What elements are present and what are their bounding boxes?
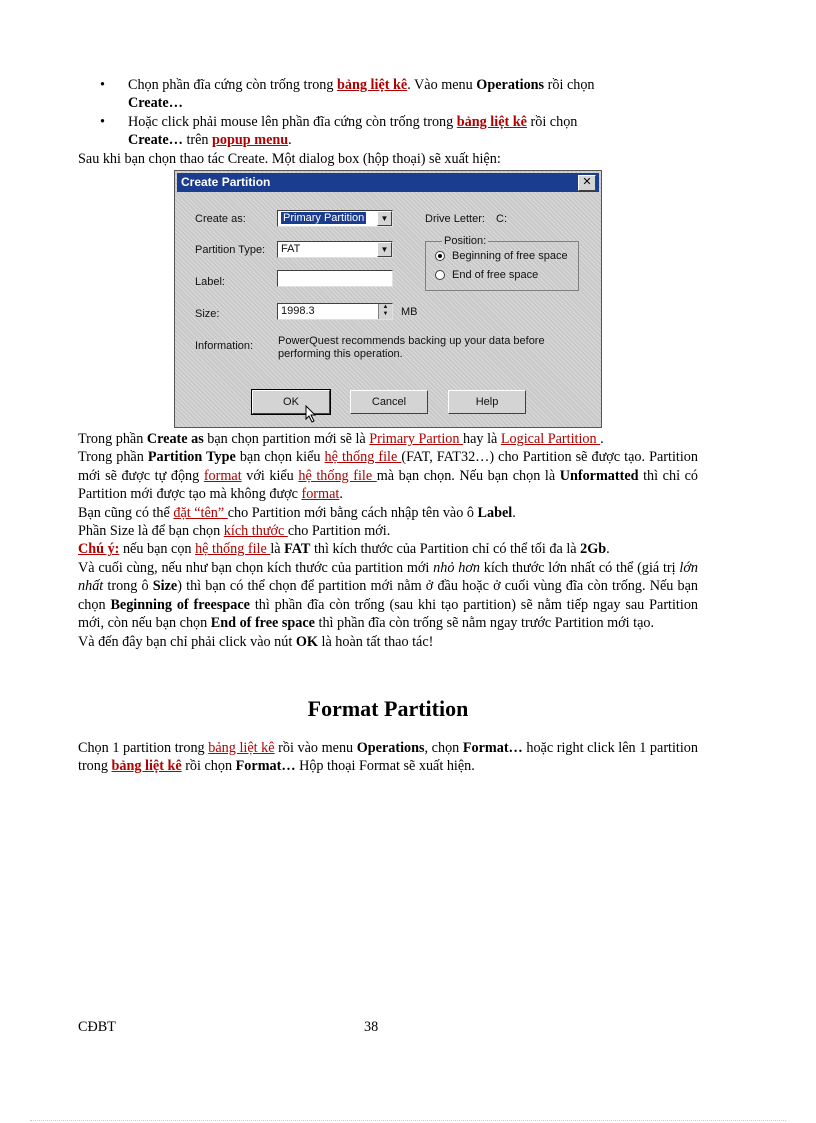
text: rồi chọn bbox=[526, 113, 578, 130]
text: Trong phần bbox=[78, 449, 148, 466]
text: là hoàn tất thao tác! bbox=[317, 633, 434, 650]
bold-text: Create… bbox=[128, 132, 183, 149]
bold-text: FAT bbox=[284, 541, 311, 558]
link-format[interactable]: format bbox=[203, 467, 242, 484]
radio-end[interactable] bbox=[435, 270, 445, 280]
text: (FAT, FAT32…) cho Partition sẽ được tạo. Partition mới sẽ được tự động bbox=[78, 449, 698, 484]
text: bạn chọn partition mới sẽ là bbox=[203, 431, 370, 448]
text: Chọn 1 partition trong bbox=[78, 740, 209, 756]
close-icon[interactable]: ✕ bbox=[578, 175, 596, 191]
label-input[interactable] bbox=[277, 270, 393, 287]
cancel-button[interactable]: Cancel bbox=[350, 390, 428, 414]
create-as-value: Primary Partition bbox=[283, 212, 365, 225]
page-number: 38 bbox=[364, 1019, 379, 1035]
text: cho Partition mới. bbox=[287, 523, 391, 540]
paragraph-label bbox=[78, 504, 698, 522]
text: hoặc right click lên 1 partition trong bbox=[78, 740, 698, 775]
link-dat-ten[interactable]: đặt “tên” bbox=[173, 504, 228, 521]
link-bang-liet-ke[interactable]: bảng liệt kê bbox=[337, 77, 408, 93]
section-heading: Format Partition bbox=[307, 696, 469, 721]
text: ) thì bạn có thể chọn để partition mới nằm ở đầu hoặc ở cuối vùng đĩa còn trống. Nếu bạn chọn bbox=[78, 578, 698, 613]
paragraph-position bbox=[78, 559, 698, 633]
help-button[interactable]: Help bbox=[448, 390, 526, 414]
bullet-icon: • bbox=[100, 113, 105, 130]
position-title: Position: bbox=[444, 235, 487, 248]
text: nếu bạn cọn bbox=[119, 541, 196, 558]
document-body bbox=[78, 76, 699, 775]
size-unit: MB bbox=[401, 306, 418, 319]
text: . bbox=[512, 504, 516, 521]
link-format[interactable]: format bbox=[301, 486, 340, 503]
text: Và cuối cùng, nếu như bạn chọn kích thước của partition mới bbox=[78, 559, 434, 576]
list-item bbox=[78, 113, 698, 150]
chevron-down-icon[interactable]: ▼ bbox=[377, 242, 392, 257]
radio-selected-dot bbox=[438, 254, 442, 258]
paragraph-format bbox=[78, 739, 698, 776]
bold-text: Partition Type bbox=[147, 449, 236, 466]
information-label: Information: bbox=[195, 340, 254, 353]
text: mà bạn chọn. Nếu bạn chọn là bbox=[376, 467, 560, 484]
italic-text: nhỏ hơn bbox=[433, 559, 480, 576]
text: rồi chọn bbox=[181, 758, 236, 775]
dialog-titlebar bbox=[177, 173, 599, 192]
bold-text: Label bbox=[477, 504, 513, 521]
ok-button[interactable]: OK bbox=[252, 390, 330, 414]
link-bang-liet-ke[interactable]: bảng liệt kê bbox=[456, 113, 527, 130]
bold-text: Beginning of freespace bbox=[110, 596, 250, 613]
bold-text: Format… bbox=[235, 758, 296, 775]
text: . bbox=[606, 541, 610, 558]
link-he-thong-file[interactable]: hệ thống file bbox=[195, 541, 271, 558]
text: hay là bbox=[463, 431, 501, 448]
text: Phần Size là để bạn chọn bbox=[78, 523, 224, 540]
paragraph-finish bbox=[78, 633, 698, 651]
text: Và đến đây bạn chỉ phải click vào nút bbox=[78, 633, 296, 650]
size-input[interactable] bbox=[277, 303, 393, 320]
bold-text: Unformatted bbox=[559, 467, 639, 484]
bold-text: Format… bbox=[462, 740, 523, 756]
text: Bạn cũng có thể bbox=[78, 504, 174, 521]
dialog-screenshot bbox=[174, 170, 602, 428]
paragraph-create-as bbox=[78, 430, 698, 448]
text: , chọn bbox=[424, 740, 463, 756]
text: với kiểu bbox=[241, 467, 299, 484]
mouse-cursor-icon bbox=[305, 405, 317, 423]
text: thì chỉ có Partition mới được tạo mà không được bbox=[78, 467, 698, 503]
bullet-list bbox=[78, 76, 698, 150]
option-end-label: End of free space bbox=[452, 269, 539, 282]
bold-text: Create as bbox=[146, 431, 204, 448]
partition-type-value: FAT bbox=[281, 243, 301, 256]
link-primary-partition[interactable]: Primary Partion bbox=[369, 431, 464, 448]
bullet-icon: • bbox=[100, 77, 105, 93]
link-bang-liet-ke[interactable]: bảng liệt kê bbox=[208, 740, 275, 756]
link-logical-partition[interactable]: Logical Partition bbox=[500, 431, 601, 448]
bold-text: Size bbox=[152, 578, 178, 595]
information-text: PowerQuest recommends backing up your data before performing this operation. bbox=[278, 335, 545, 361]
dialog-title: Create Partition bbox=[181, 175, 271, 190]
text: Trong phần bbox=[78, 431, 147, 448]
bold-text: OK bbox=[295, 633, 318, 650]
link-chu-y[interactable]: Chú ý: bbox=[78, 541, 120, 558]
bold-text: End of free space bbox=[210, 615, 315, 632]
bold-text: Create… bbox=[128, 95, 183, 112]
text: trên bbox=[182, 132, 213, 149]
partition-type-select[interactable] bbox=[277, 241, 393, 258]
text: bạn chọn kiểu bbox=[235, 449, 325, 466]
italic-text: lớn nhất bbox=[78, 559, 698, 595]
bold-text: Operations bbox=[476, 77, 545, 93]
create-as-label: Create as: bbox=[195, 213, 246, 226]
text: Hộp thoại Format sẽ xuất hiện. bbox=[295, 758, 475, 775]
paragraph-partition-type bbox=[78, 448, 698, 503]
partition-type-label: Partition Type: bbox=[195, 244, 266, 257]
chevron-down-icon[interactable]: ▼ bbox=[377, 211, 392, 226]
link-bang-liet-ke[interactable]: bảng liệt kê bbox=[111, 758, 182, 775]
text: là bbox=[270, 541, 285, 558]
text: . bbox=[339, 486, 343, 503]
footer-label: CĐBT bbox=[78, 1019, 116, 1035]
text: . bbox=[288, 132, 292, 149]
size-value: 1998.3 bbox=[281, 305, 315, 318]
spinner-arrows-icon[interactable]: ▲ ▼ bbox=[378, 304, 392, 319]
text: cho Partition mới bằng cách nhập tên vào ô bbox=[227, 504, 478, 521]
bold-text: 2Gb bbox=[580, 541, 607, 558]
text: trong ô bbox=[103, 578, 153, 595]
intro-paragraph: Sau khi bạn chọn thao tác Create. Một dialog box (hộp thoại) sẽ xuất hiện: bbox=[78, 150, 501, 167]
label-label: Label: bbox=[195, 276, 225, 289]
link-he-thong-file[interactable]: hệ thống file bbox=[324, 449, 402, 466]
page-bottom-divider bbox=[30, 1120, 786, 1121]
drive-letter-value: C: bbox=[496, 213, 507, 226]
text: Hoặc click phải mouse lên phần đĩa cứng còn trống trong bbox=[128, 113, 457, 130]
create-as-select[interactable] bbox=[277, 210, 393, 227]
link-popup-menu[interactable]: popup menu bbox=[212, 132, 289, 149]
paragraph-note bbox=[78, 540, 698, 558]
text: . Vào menu bbox=[407, 77, 477, 93]
drive-letter-label: Drive Letter: bbox=[425, 213, 485, 226]
text: rồi chọn bbox=[544, 77, 595, 93]
create-partition-dialog bbox=[174, 170, 602, 428]
text: Chọn phần đĩa cứng còn trống trong bbox=[128, 77, 338, 93]
text: kích thước lớn nhất có thể (giá trị bbox=[479, 559, 680, 576]
text: thì phần đĩa còn trống (sau khi tạo partition) sẽ nằm tiếp ngay sau Partition mới, còn nếu bạn chọn bbox=[78, 596, 699, 632]
list-item bbox=[78, 76, 698, 113]
text: thì kích thước của Partition chỉ có thể tối đa là bbox=[310, 541, 581, 558]
size-label: Size: bbox=[195, 308, 220, 321]
bold-text: Operations bbox=[356, 740, 425, 756]
text: thì phần đĩa còn trống sẽ nằm ngay trước Partition mới tạo. bbox=[314, 615, 655, 632]
radio-beginning[interactable] bbox=[435, 251, 445, 261]
option-beginning-label: Beginning of free space bbox=[452, 250, 568, 263]
text: rồi vào menu bbox=[274, 740, 357, 756]
position-groupbox bbox=[425, 241, 579, 291]
text: . bbox=[600, 431, 604, 448]
link-kich-thuoc[interactable]: kích thước bbox=[223, 523, 288, 540]
paragraph-size bbox=[78, 522, 698, 540]
link-he-thong-file[interactable]: hệ thống file bbox=[298, 467, 377, 484]
